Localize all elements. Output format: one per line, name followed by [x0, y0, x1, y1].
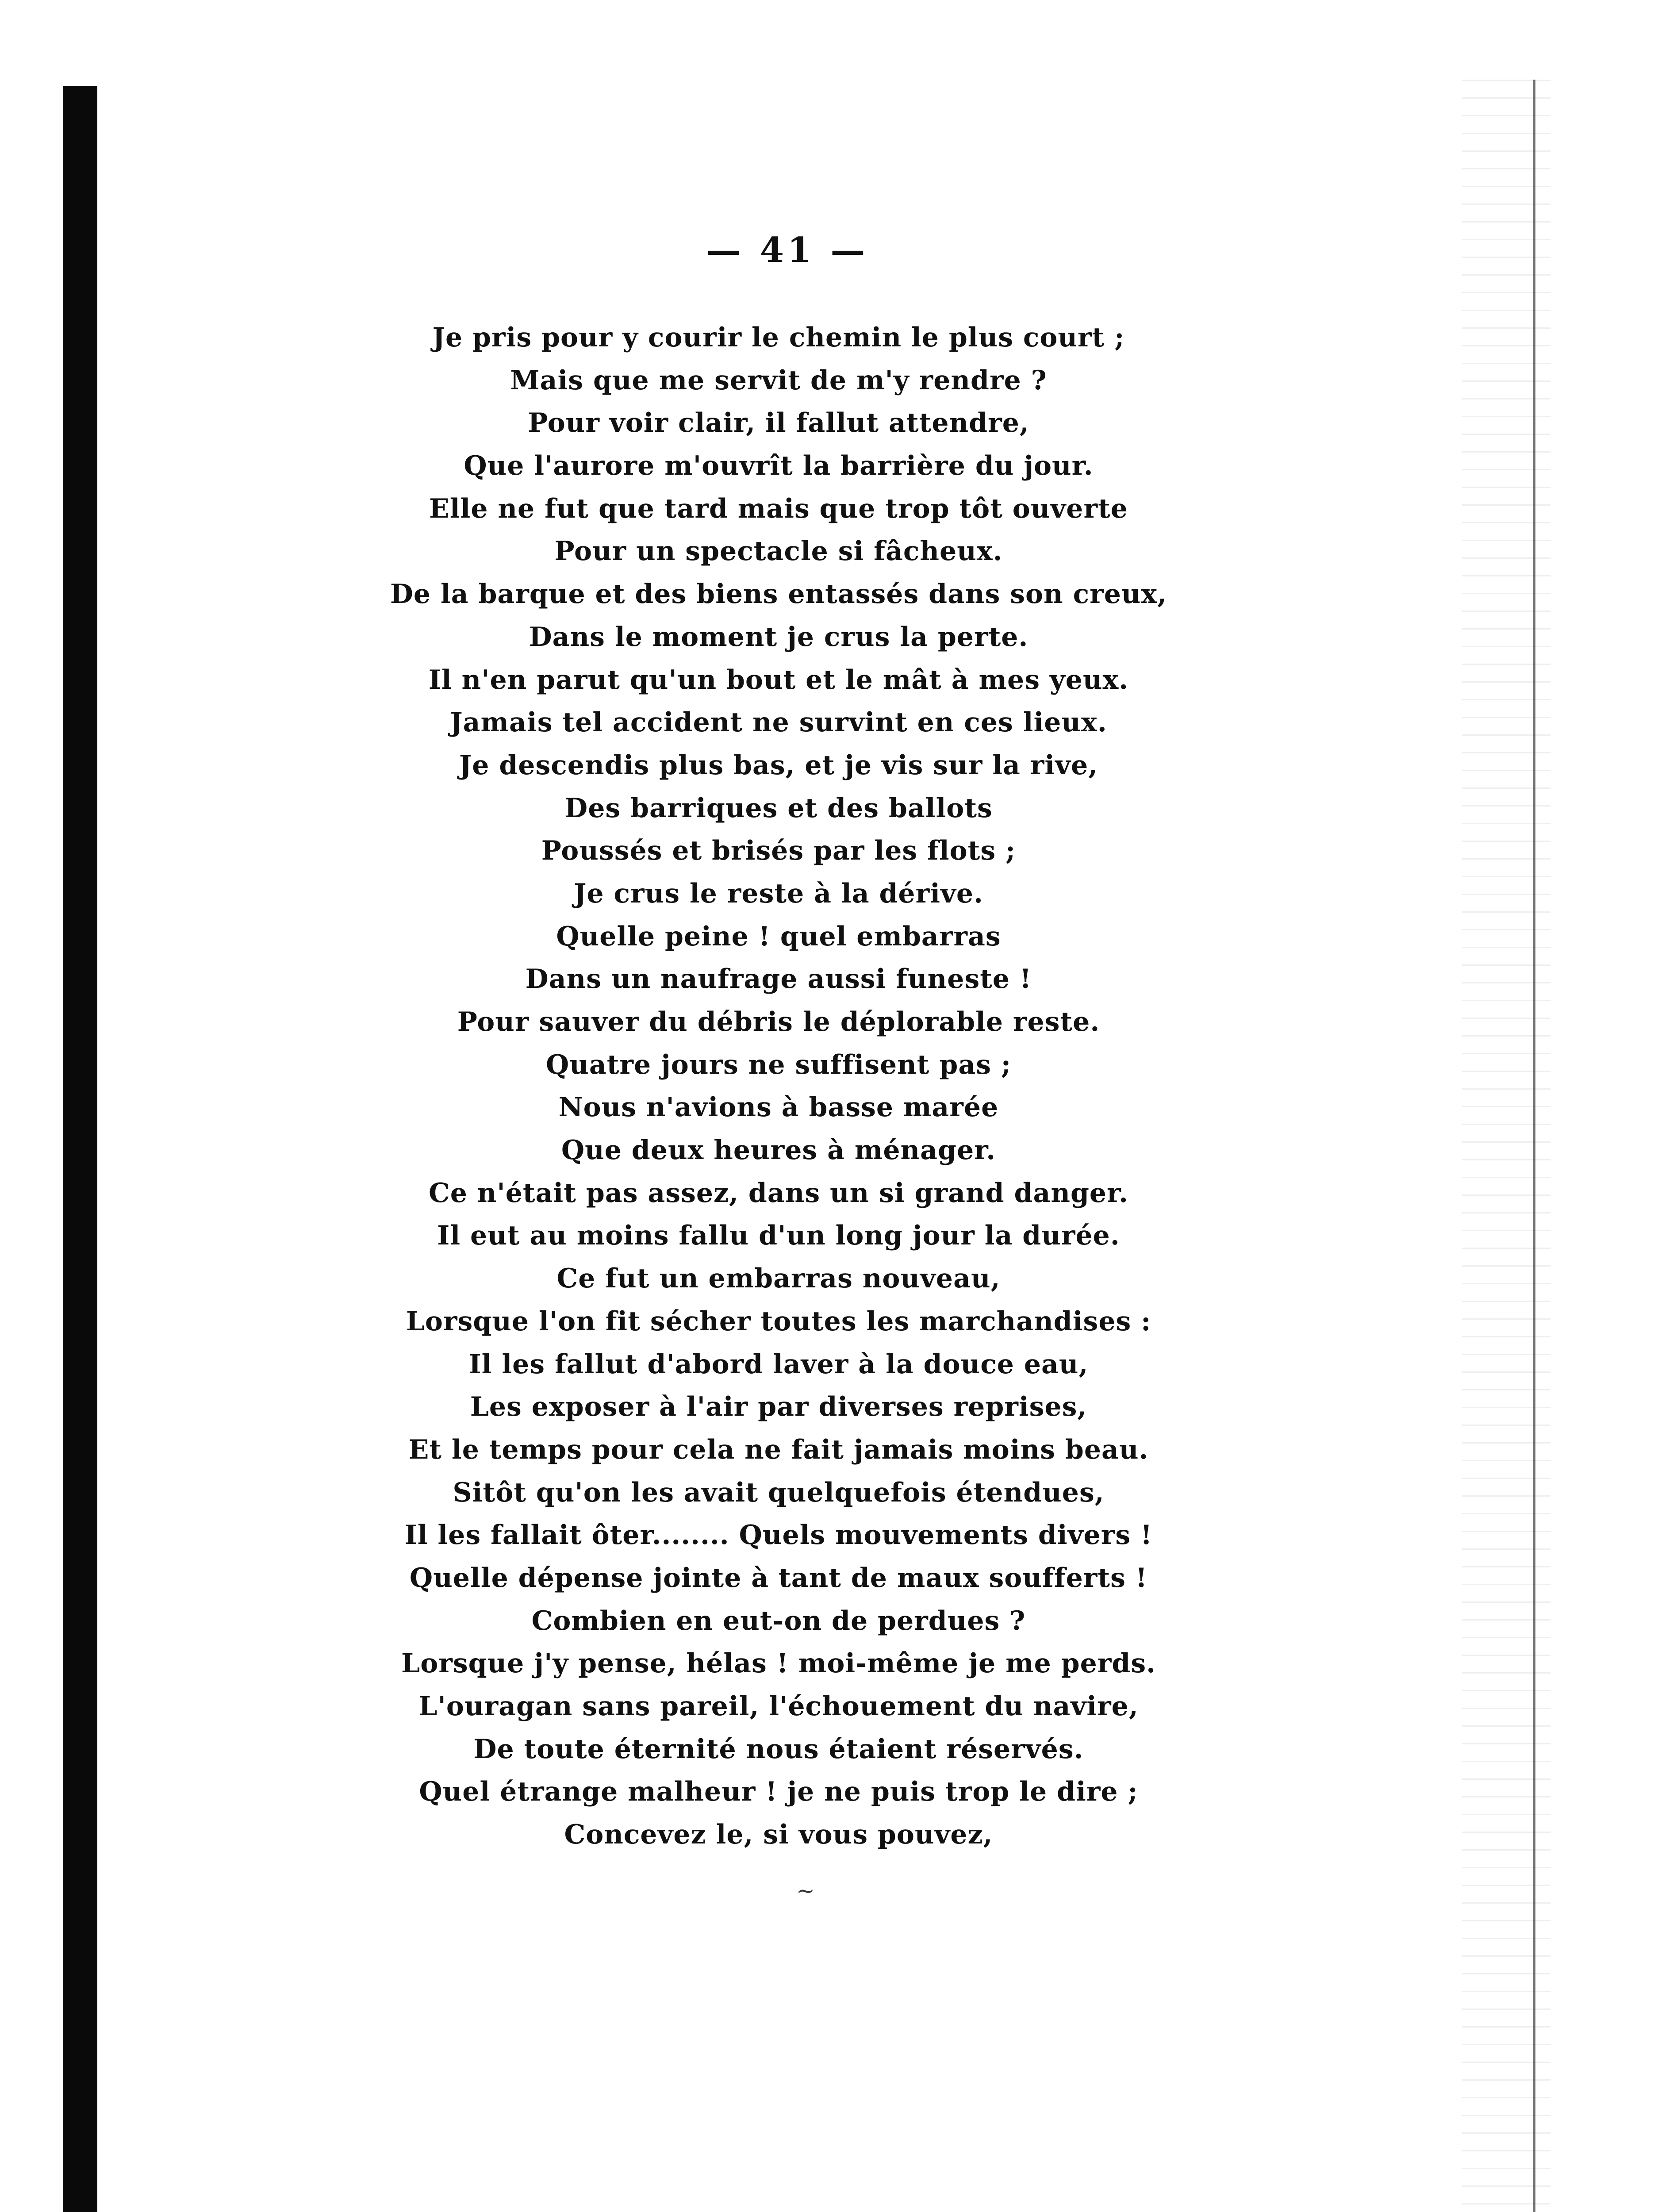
poem-line: Combien en eut-on de perdues ? [531, 1605, 1026, 1636]
poem-line: Quelle peine ! quel embarras [556, 921, 1001, 952]
poem-line: Il n'en parut qu'un bout et le mât à mes yeux. [428, 664, 1129, 695]
poem-line: Il eut au moins fallu d'un long jour la durée. [437, 1220, 1120, 1252]
poem-line: Lorsque l'on fit sécher toutes les marchandises : [406, 1306, 1151, 1337]
poem-line: Lorsque j'y pense, hélas ! moi-même je me perds. [401, 1648, 1156, 1679]
poem-line: Mais que me servit de m'y rendre ? [510, 365, 1047, 396]
poem-line: Sitôt qu'on les avait quelquefois étendues, [453, 1477, 1105, 1508]
poem-line: Nous n'avions à basse marée [558, 1092, 999, 1123]
poem-line: Quatre jours ne suffisent pas ; [545, 1049, 1012, 1080]
poem-line: Quel étrange malheur ! je ne puis trop le dire ; [419, 1776, 1138, 1808]
poem-line: Poussés et brisés par les flots ; [541, 835, 1016, 867]
poem-line: Je pris pour y courir le chemin le plus court ; [432, 322, 1125, 353]
poem-line: Ce n'était pas assez, dans un si grand danger. [428, 1177, 1129, 1209]
poem-line: Pour sauver du débris le déplorable reste. [457, 1006, 1100, 1037]
poem-line: L'ouragan sans pareil, l'échouement du navire, [418, 1691, 1139, 1722]
poem-line: Elle ne fut que tard mais que trop tôt ouverte [429, 493, 1128, 524]
poem-line: Concevez le, si vous pouvez, [564, 1819, 993, 1851]
end-flourish: ~ [796, 1878, 815, 1904]
poem-line: Je crus le reste à la dérive. [574, 878, 983, 909]
poem-line: Ce fut un embarras nouveau, [556, 1263, 1001, 1294]
poem-line: Les exposer à l'air par diverses reprises, [470, 1391, 1087, 1423]
poem-line: De la barque et des biens entassés dans son creux, [390, 579, 1167, 610]
poem-line: Quelle dépense jointe à tant de maux soufferts ! [409, 1562, 1148, 1594]
poem-text [248, 316, 1309, 1856]
poem-line: Des barriques et des ballots [564, 792, 993, 824]
poem-line: Dans un naufrage aussi funeste ! [525, 964, 1032, 995]
poem-line: Que deux heures à ménager. [561, 1135, 996, 1166]
poem-line: Jamais tel accident ne survint en ces lieux. [450, 707, 1107, 738]
poem-line: Il les fallait ôter........ Quels mouvements divers ! [404, 1520, 1153, 1551]
scan-edge-noise [1462, 80, 1550, 2212]
scan-edge-line [1533, 80, 1535, 2212]
poem-line: Il les fallut d'abord laver à la douce eau, [468, 1348, 1089, 1380]
poem-line: Pour un spectacle si fâcheux. [554, 536, 1003, 567]
poem-line: Que l'aurore m'ouvrît la barrière du jour. [464, 450, 1094, 482]
poem-line: Je descendis plus bas, et je vis sur la rive, [459, 749, 1098, 781]
poem-line: Et le temps pour cela ne fait jamais moins beau. [408, 1434, 1149, 1465]
poem-line: Pour voir clair, il fallut attendre, [528, 407, 1029, 439]
page-number: — 41 — [706, 230, 869, 270]
poem-line: De toute éternité nous étaient réservés. [473, 1733, 1084, 1765]
binding-shadow [63, 86, 97, 2212]
poem-line: Dans le moment je crus la perte. [529, 621, 1028, 653]
